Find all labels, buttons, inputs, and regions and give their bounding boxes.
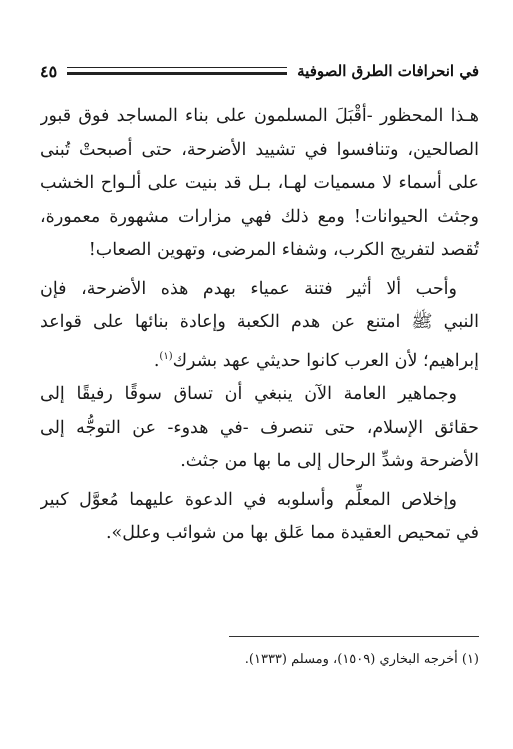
text-line: وجماهير العامة الآن ينبغي أن تساق سوقًا رفيقًا إلى [40, 384, 457, 404]
text-line: إبراهيم؛ لأن العرب كانوا حديثي عهد بشرك [172, 350, 479, 371]
text-line: وإخلاص المعلِّم وأسلوبه في الدعوة عليهما مُعوَّل كبير [40, 489, 457, 510]
text-line: في تمحيص العقيدة مما عَلق بها من شوائب وعلل». [105, 523, 479, 543]
text-line: حقائق الإسلام، حتى تنصرف -في هدوء- عن التوجُّه إلى [40, 417, 479, 438]
footnote: (١) أخرجه البخاري (١٥٠٩)، ومسلم (١٣٣٣). [244, 652, 479, 667]
text-line: تُقصد لتفريج الكرب، وشفاء المرضى، وتهوين الصعاب! [88, 240, 479, 260]
footnote-marker: (١) [159, 350, 173, 362]
text-line: هـذا المحظور -أقْبَلَ المسلمون على بناء المساجد فوق قبور [40, 106, 479, 126]
running-title: في انحرافات الطرق الصوفية [297, 62, 479, 80]
text-line: النبي ﷺ امتنع عن هدم الكعبة وإعادة بنائها على قواعد [40, 312, 479, 332]
text-line: وأحب ألا أثير فتنة عمياء بهدم هذه الأضرحة، فإن [40, 278, 457, 299]
text-line: على أسماء لا مسميات لهـا، بـل قد بنيت على ألـواح الخشب [40, 173, 479, 193]
running-header [40, 58, 479, 84]
body-text [40, 100, 479, 551]
footnote-divider [229, 636, 479, 637]
text-line: الصالحين، وتنافسوا في تشييد الأضرحة، حتى أصبحتْ تُبنى [40, 139, 479, 160]
text-line-with-footnote: إبراهيم؛ لأن العرب كانوا حديثي عهد بشرك$^{(١)}$. [153, 350, 479, 371]
header-rule [67, 67, 287, 75]
page-number: ٤٥ [40, 61, 58, 81]
text-line: الأضرحة وشدِّ الرحال إلى ما بها من جثث. [180, 451, 479, 471]
text-line: وجثث الحيوانات! ومع ذلك فهي مزارات مشهورة معمورة، [40, 206, 479, 227]
